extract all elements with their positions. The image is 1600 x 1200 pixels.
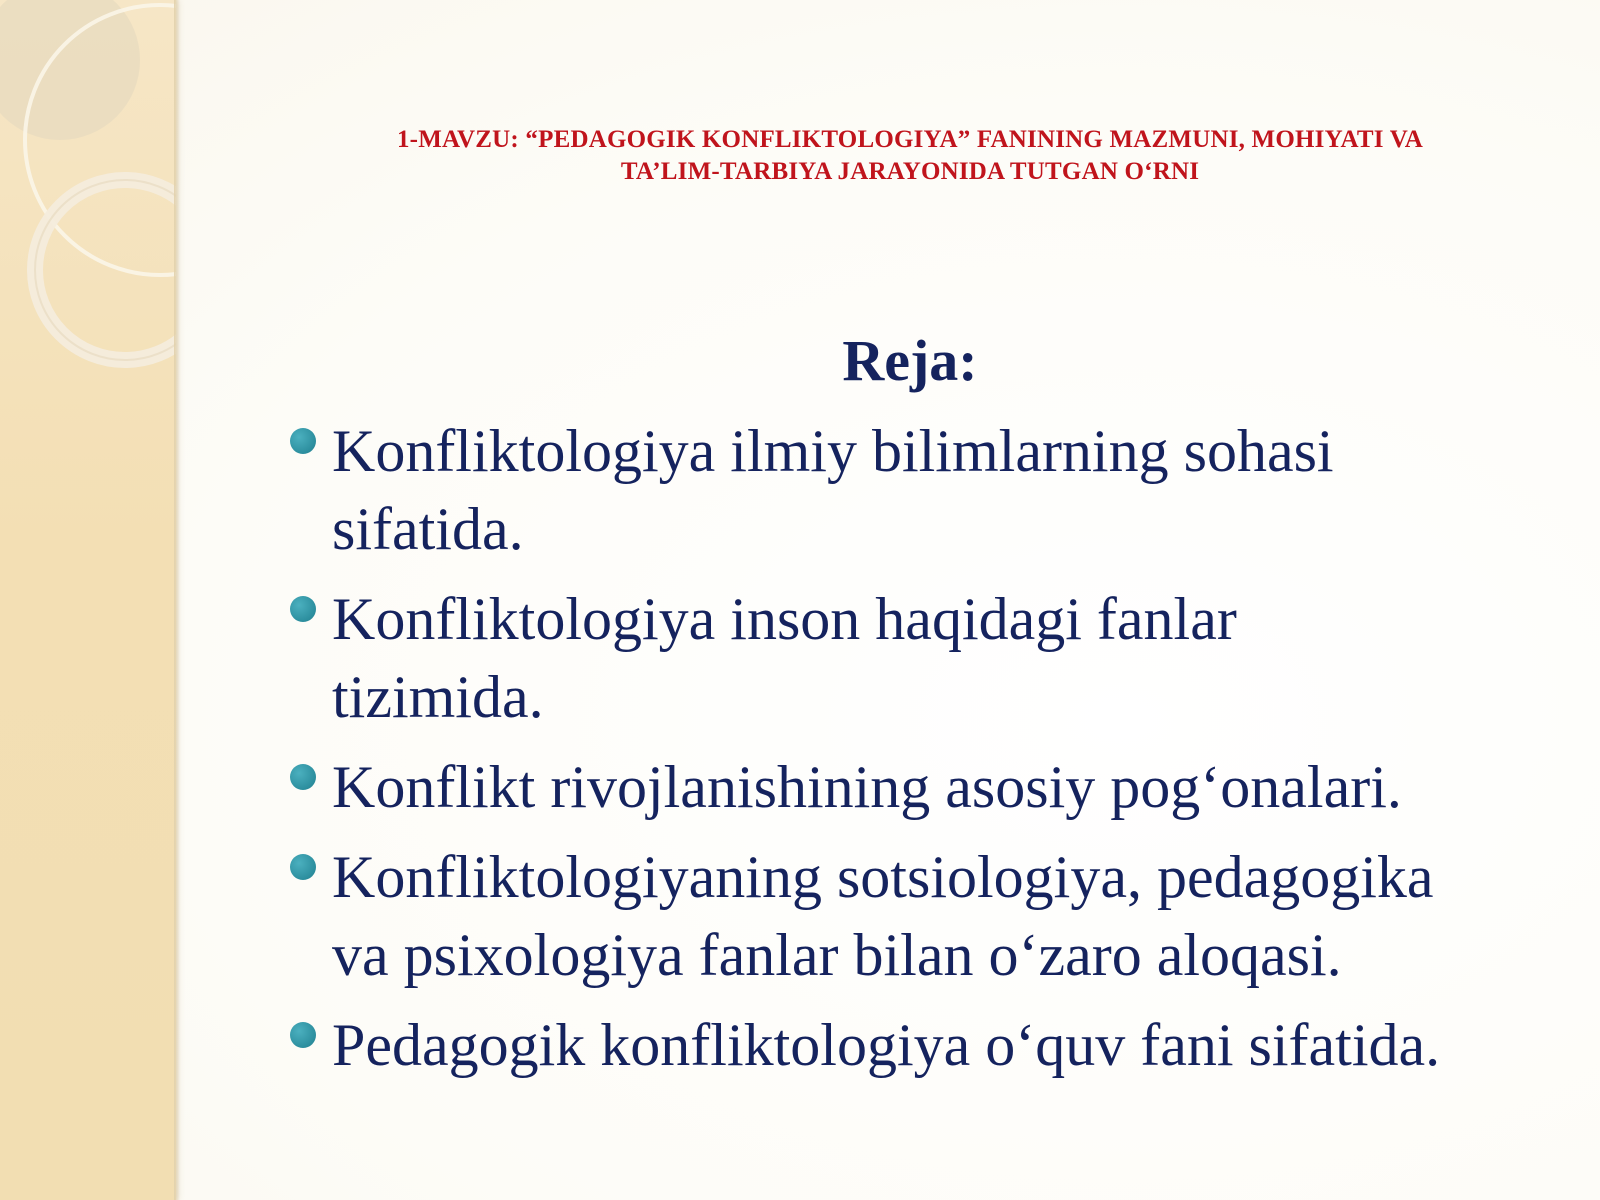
- list-item-line: Konflikt rivojlanishining asosiy pog‘onalari.: [332, 754, 1402, 820]
- bullet-dot-icon: [290, 428, 316, 454]
- bullet-dot-icon: [290, 764, 316, 790]
- list-item-line: Konfliktologiya ilmiy bilimlarning sohasi: [332, 418, 1334, 484]
- list-item: [280, 1006, 1580, 1084]
- slide-title-line-2: TA’LIM-TARBIYA JARAYONIDA TUTGAN O‘RNI: [620, 158, 1200, 185]
- list-item-line: tizimida.: [332, 664, 544, 730]
- list-item-line: va psixologiya fanlar bilan o‘zaro aloqasi.: [332, 922, 1342, 988]
- bullet-dot-icon: [290, 854, 316, 880]
- decorative-circles-graphic: [0, 0, 176, 1200]
- plan-heading: Reja:: [842, 328, 978, 393]
- bullet-dot-icon: [290, 1022, 316, 1048]
- decorative-side-band: [0, 0, 176, 1200]
- list-item: [280, 748, 1580, 826]
- list-item: [280, 580, 1580, 736]
- band-edge-shadow: [174, 0, 180, 1200]
- list-item: [280, 838, 1580, 994]
- slide-title: [300, 124, 1520, 188]
- list-item-line: Pedagogik konfliktologiya o‘quv fani sifatida.: [332, 1012, 1441, 1078]
- list-item-line: sifatida.: [332, 496, 524, 562]
- list-item-line: Konfliktologiyaning sotsiologiya, pedagogika: [332, 844, 1434, 910]
- bullet-dot-icon: [290, 596, 316, 622]
- list-item: [280, 412, 1580, 568]
- slide-title-line-1: 1-MAVZU: “PEDAGOGIK KONFLIKTOLOGIYA” FANINING MAZMUNI, MOHIYATI VA: [396, 126, 1424, 153]
- plan-list: [280, 412, 1580, 1096]
- list-item-line: Konfliktologiya inson haqidagi fanlar: [332, 586, 1237, 652]
